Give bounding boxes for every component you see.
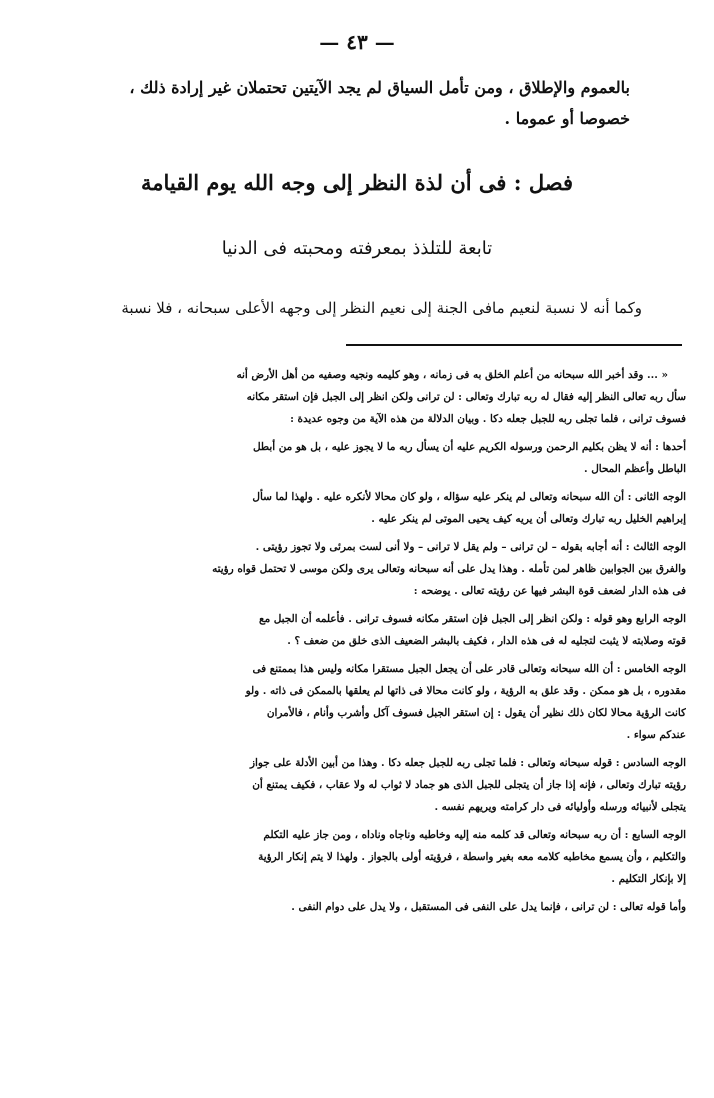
footnote-line: الوجه الثالث : أنه أجابه بقوله – لن ترانى – ولم يقل لا ترانى – ولا أنى لست بمرئى ولا تجوز رؤيتى . (255, 541, 686, 553)
footnote-line: أحدها : أنه لا يظن بكليم الرحمن ورسوله الكريم عليه أن يسأل ربه ما لا يجوز عليه ، بل هو من أبطل (252, 441, 686, 453)
intro-paragraph: وكما أنه لا نسبة لنعيم مافى الجنة إلى نعيم النظر إلى وجهه الأعلى سبحانه ، فلا نسبة (121, 299, 642, 317)
footnote-line: إلا بإنكار التكليم . (611, 873, 686, 885)
footnote-line: الوجه السابع : أن ربه سبحانه وتعالى قد كلمه منه إليه وخاطبه وناجاه وناداه ، ومن جاز عليه التكلم (263, 829, 686, 841)
footnote-paragraph (31, 486, 686, 530)
footnote-divider (346, 344, 682, 346)
footnotes-block (31, 364, 686, 924)
footnote-paragraph (31, 536, 686, 602)
section-subtitle: تابعة للتلذذ بمعرفته ومحبته فى الدنيا (221, 238, 493, 259)
footnote-paragraph (31, 436, 686, 480)
footnote-line: مقدوره ، بل هو ممكن . وقد علق به الرؤية ، ولو كانت محالا فى ذاتها لم يعلقها بالممكن فى ذاته . ولو (245, 685, 686, 697)
footnote-line: وأما قوله تعالى : لن ترانى ، فإنما يدل على النفى فى المستقبل ، ولا يدل على دوام النفى . (291, 901, 686, 913)
footnote-line: والتكليم ، وأن يسمع مخاطبه كلامه معه بغير واسطة ، فرؤيته أولى بالجواز . ولهذا لا يتم إنكار الرؤية (258, 851, 686, 863)
footnote-line: الوجه الرابع وهو قوله : ولكن انظر إلى الجبل فإن استقر مكانه فسوف ترانى . فأعلمه أن الجبل مع (259, 613, 686, 625)
footnote-line: كانت الرؤية محالا لكان ذلك نظير أن يقول : إن استقر الجبل فسوف آكل وأشرب وأنام ، فالأمران (266, 707, 686, 719)
section-title: فصل : فى أن لذة النظر إلى وجه الله يوم القيامة (141, 170, 573, 195)
top-paragraph (30, 72, 630, 134)
footnote-line: فسوف ترانى ، فلما تجلى ربه للجبل جعله دكا . وبيان الدلالة من هذه الآية من وجوه عديدة : (290, 413, 686, 425)
footnote-line: والفرق بين الجوابين ظاهر لمن تأمله . وهذا يدل على أنه سبحانه وتعالى يرى ولكن موسى لا تحتمل قواه رؤيته (212, 563, 686, 575)
footnote-line: قوته وصلابته لا يثبت لتجليه له فى هذه الدار ، فكيف بالبشر الضعيف الذى خلق من ضعف ؟ . (287, 635, 686, 647)
top-paragraph-line: خصوصا أو عموما . (504, 109, 630, 128)
footnote-line: فى هذه الدار لضعف قوة البشر فيها عن رؤيته تعالى . يوضحه : (413, 585, 686, 597)
footnote-paragraph (31, 824, 686, 890)
footnote-line: الباطل وأعظم المحال . (584, 463, 686, 475)
footnote-paragraph (31, 896, 686, 918)
footnote-line: رؤيته تبارك وتعالى ، فإنه إذا جاز أن يتجلى للجبل الذى هو جماد لا ثواب له ولا عقاب ، فكيف يمتنع أن (252, 779, 686, 791)
footnote-line: عندكم سواء . (626, 729, 686, 741)
footnote-line: « ... وقد أخبر الله سبحانه من أعلم الخلق به فى زمانه ، وهو كليمه ونجيه وصفيه من أهل الأرض أنه (236, 369, 668, 381)
footnote-paragraph (31, 608, 686, 652)
top-paragraph-line: بالعموم والإطلاق ، ومن تأمل السياق لم يجد الآيتين تحتملان غير إرادة ذلك ، (129, 78, 630, 97)
footnote-line: الوجه الثانى : أن الله سبحانه وتعالى لم ينكر عليه سؤاله ، ولو كان محالا لأنكره عليه . ولهذا لما سأل (252, 491, 686, 503)
footnote-paragraph (31, 752, 686, 818)
footnote-line: يتجلى لأنبيائه ورسله وأوليائه فى دار كرامته ويريهم نفسه . (434, 801, 686, 813)
footnote-line: إبراهيم الخليل ربه تبارك وتعالى أن يريه كيف يحيى الموتى لم ينكر عليه . (371, 513, 686, 525)
footnote-line: الوجه الخامس : أن الله سبحانه وتعالى قادر على أن يجعل الجبل مستقرا مكانه وليس هذا بممتنع فى (252, 663, 686, 675)
page-number: — ٤٣ — (319, 30, 395, 54)
footnote-paragraph (31, 658, 686, 746)
footnote-line: الوجه السادس : قوله سبحانه وتعالى : فلما تجلى ربه للجبل جعله دكا . وهذا من أبين الأدلة على جواز (250, 757, 686, 769)
footnote-paragraph (31, 364, 686, 430)
footnote-line: سأل ربه تعالى النظر إليه فقال له ربه تبارك وتعالى : لن ترانى ولكن انظر إلى الجبل فإن استقر مكانه (246, 391, 686, 403)
